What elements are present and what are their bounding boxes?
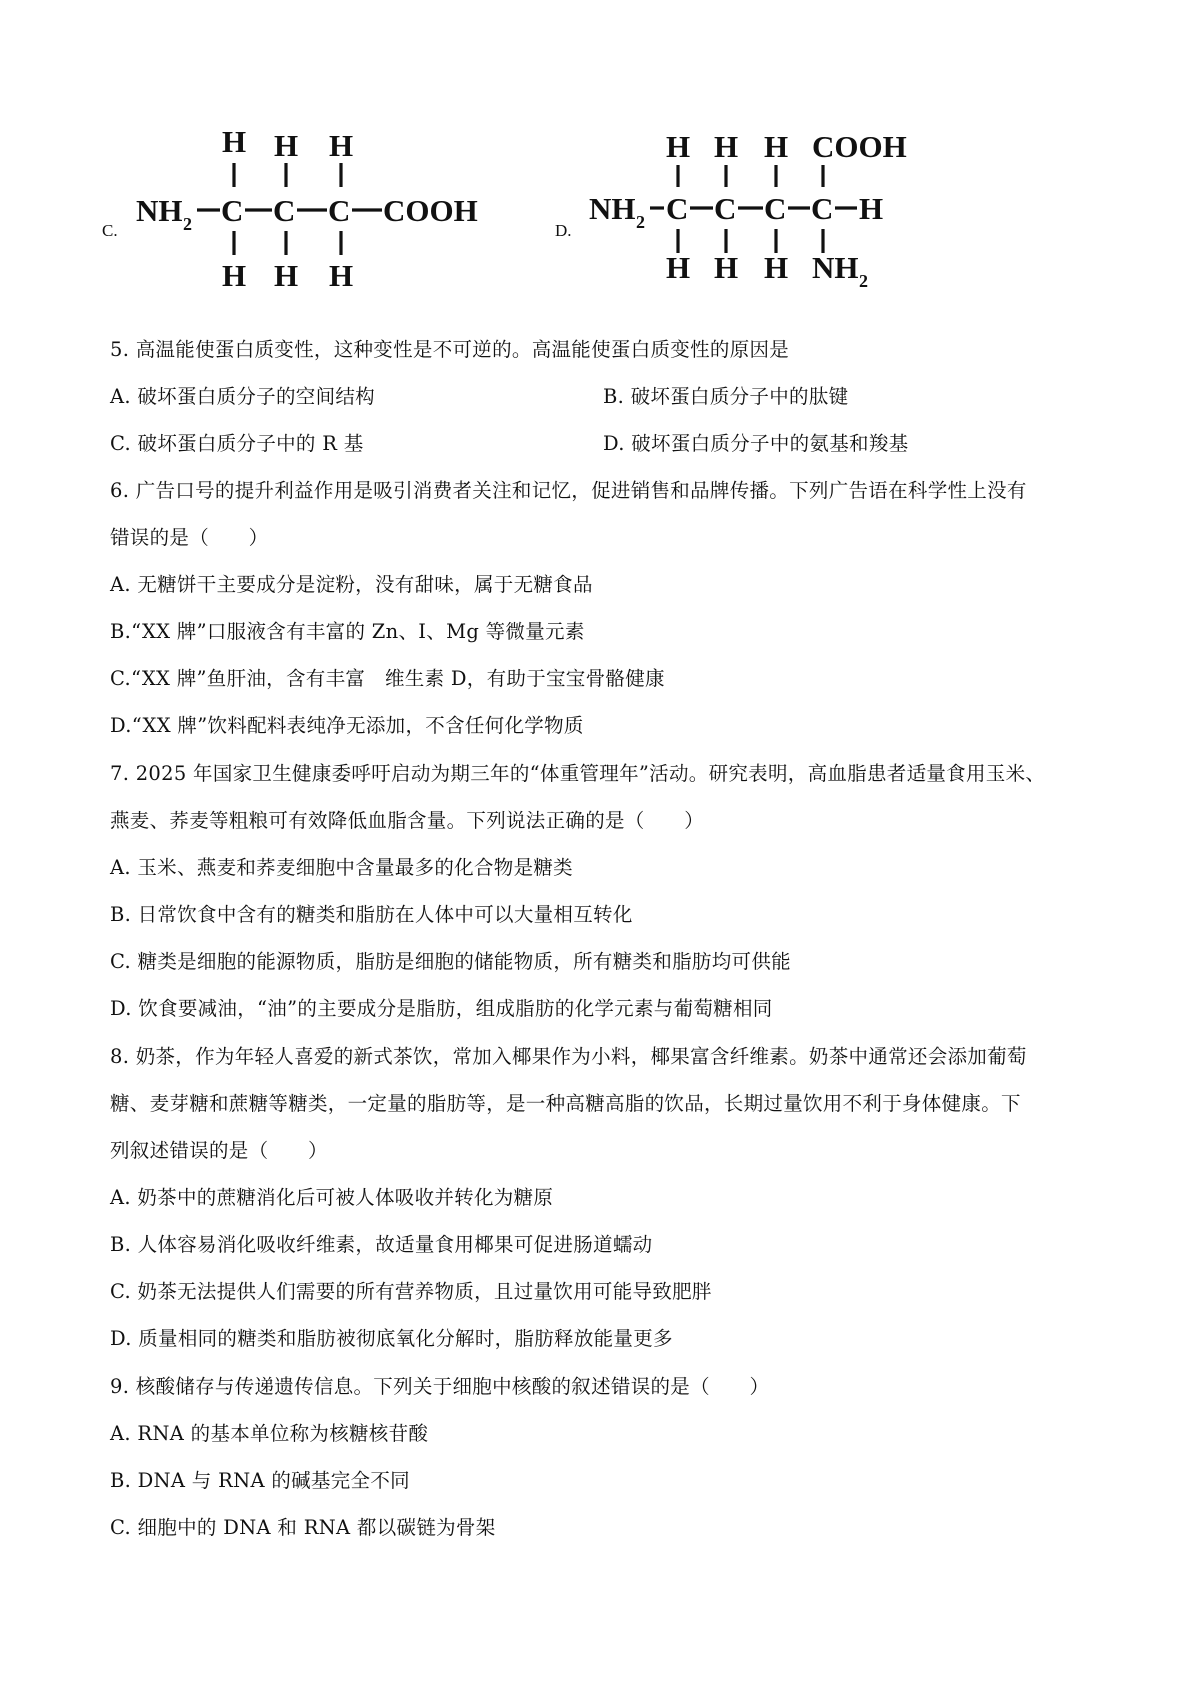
hydrogen-atom: H xyxy=(222,258,247,293)
question-8-option-b: B. 人体容易消化吸收纤维素，故适量食用椰果可促进肠道蠕动 xyxy=(110,1233,653,1256)
question-7-option-c: C. 糖类是细胞的能源物质，脂肪是细胞的储能物质，所有糖类和脂肪均可供能 xyxy=(110,950,791,973)
carbon-atom: C xyxy=(714,191,737,226)
structure-option-d xyxy=(553,125,973,315)
question-7-stem: 7. 2025 年国家卫生健康委呼吁启动为期三年的“体重管理年”活动。研究表明，高血脂患者适量食用玉米、 xyxy=(110,762,1046,785)
question-8-option-c: C. 奶茶无法提供人们需要的所有营养物质，且过量饮用可能导致肥胖 xyxy=(110,1280,712,1303)
question-8-stem-cont: 列叙述错误的是（ ） xyxy=(110,1139,328,1162)
question-8-option-a: A. 奶茶中的蔗糖消化后可被人体吸收并转化为糖原 xyxy=(110,1186,554,1209)
question-5-option-d: D. 破坏蛋白质分子中的氨基和羧基 xyxy=(603,432,909,455)
carboxyl-group: COOH xyxy=(812,129,907,164)
question-9-option-a: A. RNA 的基本单位称为核糖核苷酸 xyxy=(110,1422,429,1445)
question-6-stem-cont: 错误的是（ ） xyxy=(110,526,269,549)
carbon-atom: C xyxy=(811,191,834,226)
subscript: 2 xyxy=(859,271,868,291)
question-9-option-b: B. DNA 与 RNA 的碱基完全不同 xyxy=(110,1469,410,1492)
question-5-option-c: C. 破坏蛋白质分子中的 R 基 xyxy=(110,432,364,455)
question-5-stem: 5. 高温能使蛋白质变性，这种变性是不可逆的。高温能使蛋白质变性的原因是 xyxy=(110,338,790,361)
hydrogen-atom: H xyxy=(714,129,739,164)
question-8-stem-cont: 糖、麦芽糖和蔗糖等糖类，一定量的脂肪等，是一种高糖高脂的饮品，长期过量饮用不利于身体健康。下 xyxy=(110,1092,1021,1115)
question-7-option-b: B. 日常饮食中含有的糖类和脂肪在人体中可以大量相互转化 xyxy=(110,903,633,926)
carbon-atom: C xyxy=(273,193,296,228)
hydrogen-atom: H xyxy=(859,191,884,226)
structure-option-c xyxy=(100,125,520,310)
option-label: D. xyxy=(555,221,572,240)
question-5-option-a: A. 破坏蛋白质分子的空间结构 xyxy=(110,385,375,408)
question-5-option-b: B. 破坏蛋白质分子中的肽键 xyxy=(603,385,849,408)
question-9-option-c: C. 细胞中的 DNA 和 RNA 都以碳链为骨架 xyxy=(110,1516,496,1539)
carbon-atom: C xyxy=(764,191,787,226)
question-6-option-c: C.“XX 牌”鱼肝油，含有丰富 维生素 D，有助于宝宝骨骼健康 xyxy=(110,667,665,690)
amino-group: NH xyxy=(589,191,636,226)
question-8-option-d: D. 质量相同的糖类和脂肪被彻底氧化分解时，脂肪释放能量更多 xyxy=(110,1327,673,1350)
option-label: C. xyxy=(102,221,118,240)
hydrogen-atom: H xyxy=(666,250,691,285)
hydrogen-atom: H xyxy=(764,250,789,285)
amino-group: NH xyxy=(812,250,859,285)
question-7-stem-cont: 燕麦、荞麦等粗粮可有效降低血脂含量。下列说法正确的是（ ） xyxy=(110,809,705,832)
hydrogen-atom: H xyxy=(274,258,299,293)
carbon-atom: C xyxy=(328,193,351,228)
question-6-stem: 6. 广告口号的提升利益作用是吸引消费者关注和记忆，促进销售和品牌传播。下列广告语在科学性上没有 xyxy=(110,479,1027,502)
carbon-atom: C xyxy=(221,193,244,228)
subscript: 2 xyxy=(636,212,645,232)
hydrogen-atom: H xyxy=(329,258,354,293)
question-7-option-d: D. 饮食要减油，“油”的主要成分是脂肪，组成脂肪的化学元素与葡萄糖相同 xyxy=(110,997,773,1020)
carbon-atom: C xyxy=(666,191,689,226)
question-8-stem: 8. 奶茶，作为年轻人喜爱的新式茶饮，常加入椰果作为小料，椰果富含纤维素。奶茶中通常还会添加葡萄 xyxy=(110,1045,1027,1068)
subscript: 2 xyxy=(183,214,192,234)
question-6-option-d: D.“XX 牌”饮料配料表纯净无添加，不含任何化学物质 xyxy=(110,714,584,737)
hydrogen-atom: H xyxy=(714,250,739,285)
hydrogen-atom: H xyxy=(666,129,691,164)
question-6-option-b: B.“XX 牌”口服液含有丰富的 Zn、I、Mg 等微量元素 xyxy=(110,620,585,643)
question-6-option-a: A. 无糖饼干主要成分是淀粉，没有甜味，属于无糖食品 xyxy=(110,573,593,596)
hydrogen-atom: H xyxy=(274,128,299,163)
hydrogen-atom: H xyxy=(222,125,247,159)
question-9-stem: 9. 核酸储存与传递遗传信息。下列关于细胞中核酸的叙述错误的是（ ） xyxy=(110,1375,770,1398)
amino-group: NH xyxy=(136,193,183,228)
hydrogen-atom: H xyxy=(329,128,354,163)
question-7-option-a: A. 玉米、燕麦和荞麦细胞中含量最多的化合物是糖类 xyxy=(110,856,573,879)
carboxyl-group: COOH xyxy=(383,193,478,228)
hydrogen-atom: H xyxy=(764,129,789,164)
